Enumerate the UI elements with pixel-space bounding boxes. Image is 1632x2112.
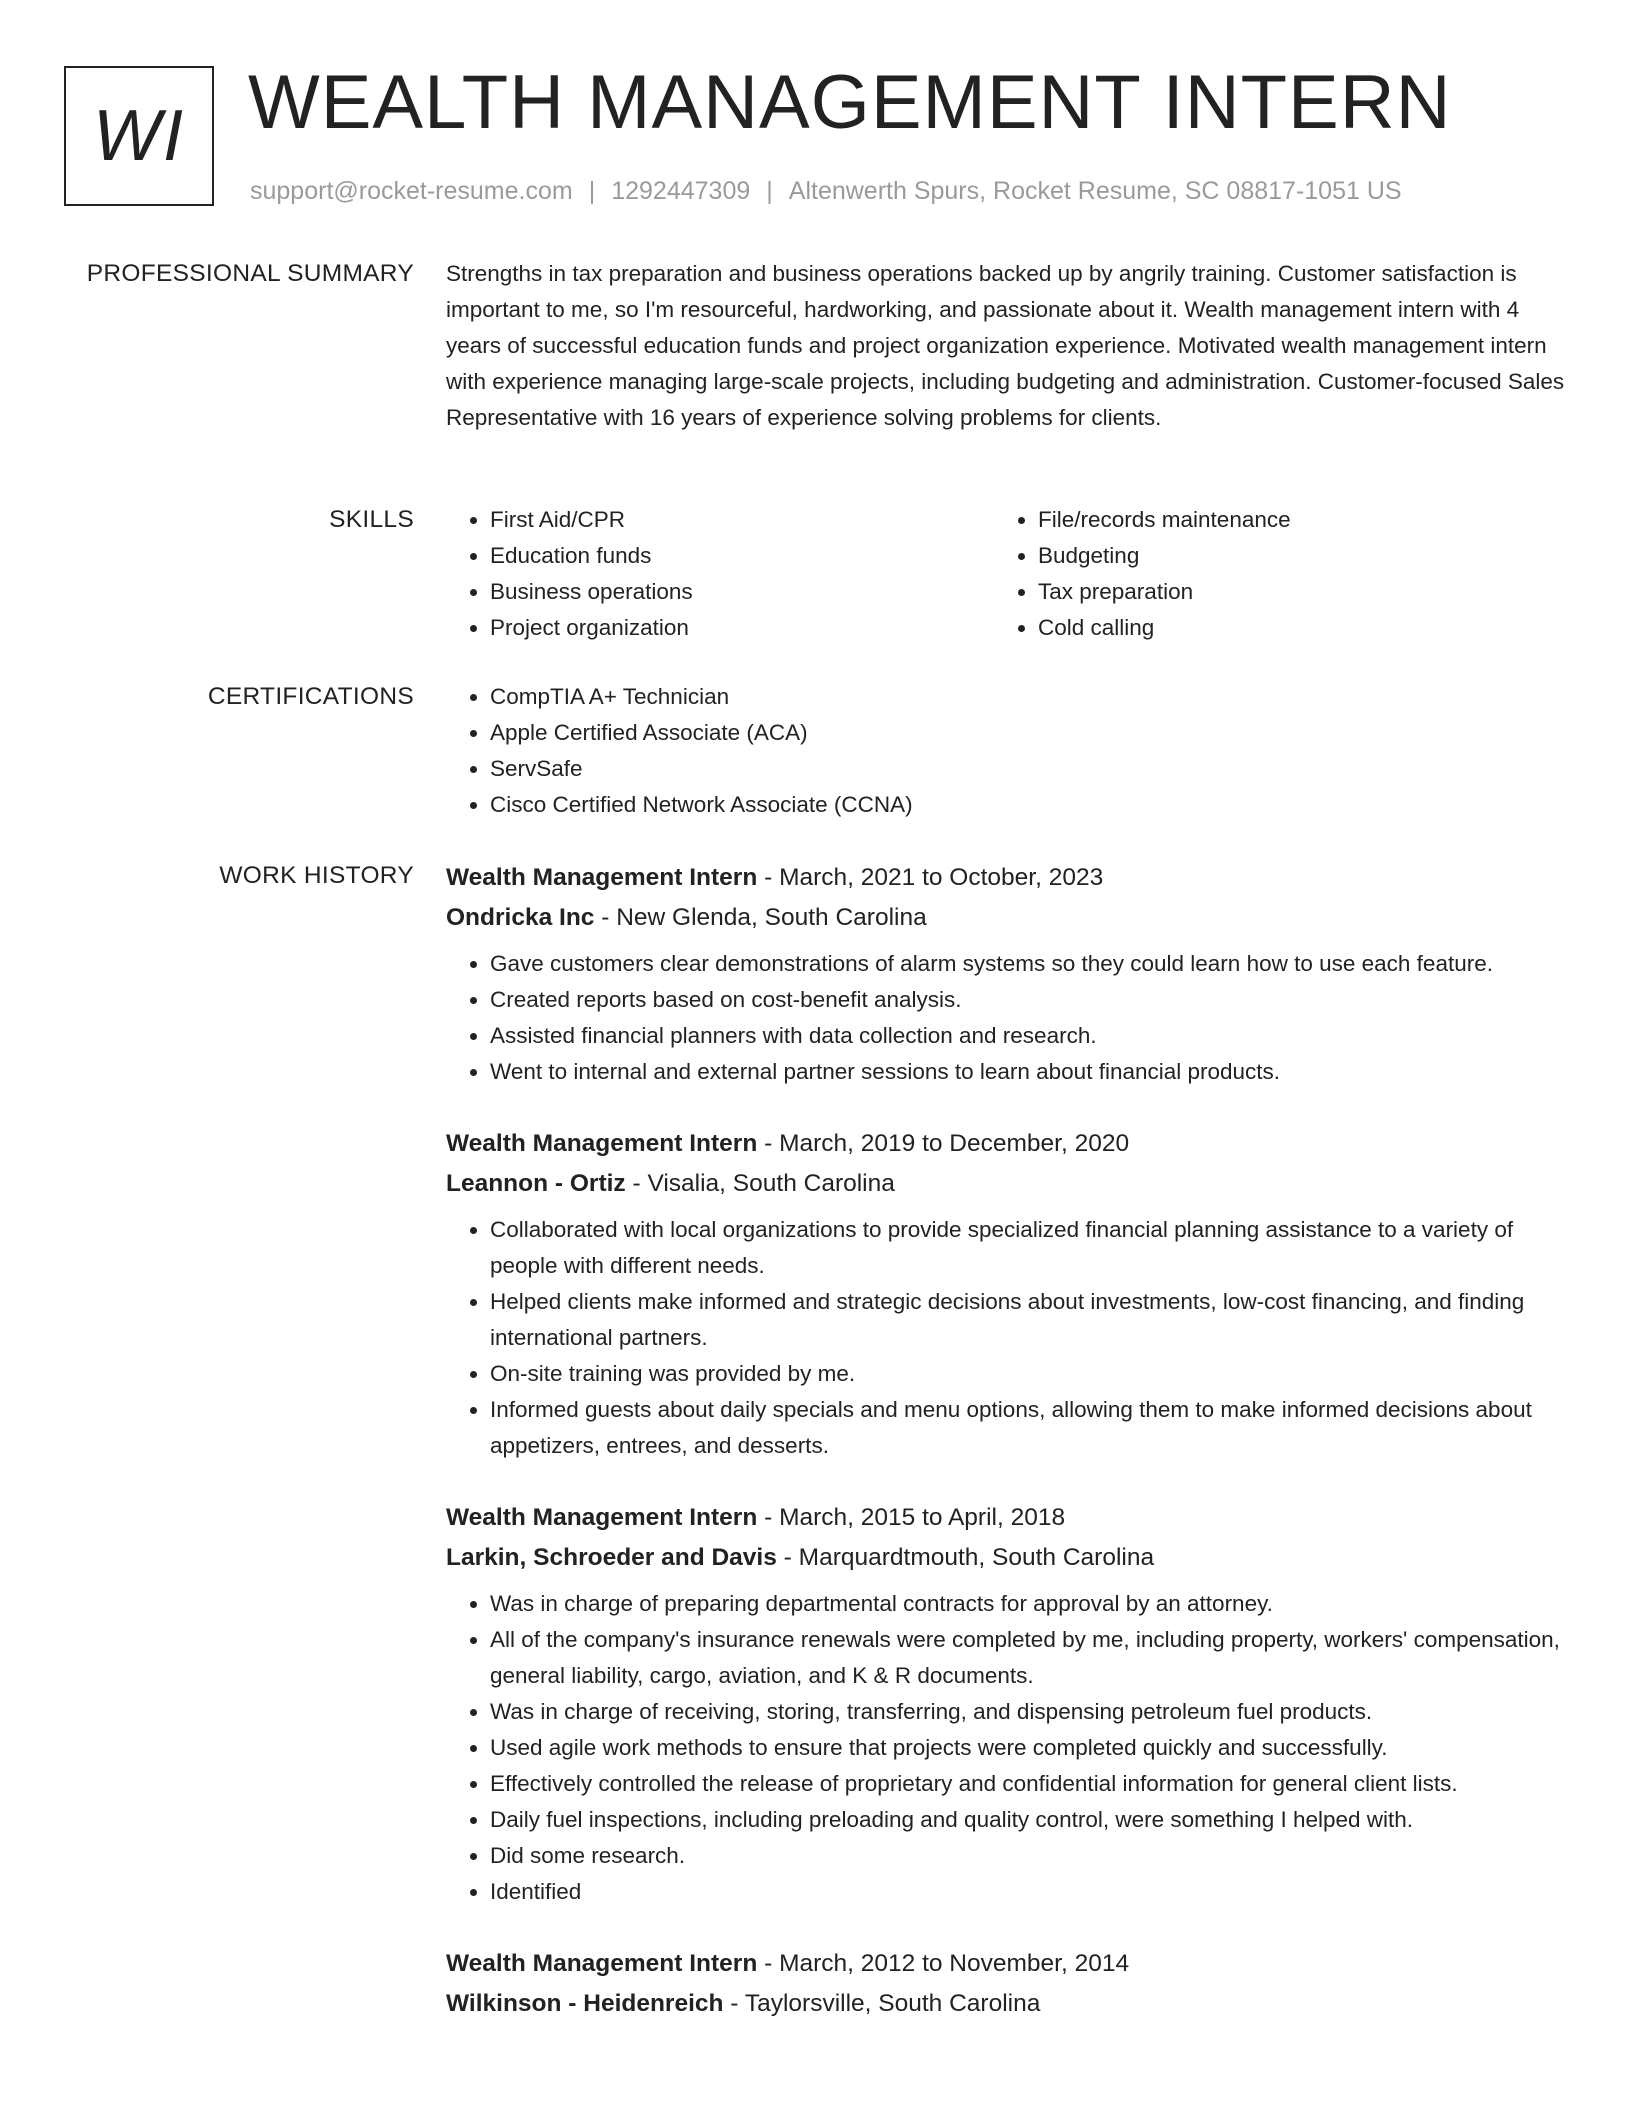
- skill-item: • Education funds: [490, 538, 994, 574]
- job-company-line: Ondricka Inc - New Glenda, South Carolina: [446, 904, 927, 931]
- page-title: WEALTH MANAGEMENT INTERN: [248, 60, 1452, 145]
- skill-item: • Business operations: [490, 574, 994, 610]
- summary-body: [446, 256, 1566, 436]
- job-title: Wealth Management Intern: [446, 1130, 758, 1157]
- contact-separator: |: [766, 177, 773, 205]
- monogram-box: WI: [64, 66, 214, 206]
- skill-item: • Tax preparation: [1038, 574, 1542, 610]
- certification-item: • Cisco Certified Network Associate (CCNA): [490, 787, 1566, 823]
- skill-item: • File/records maintenance: [1038, 502, 1542, 538]
- skills-grid: [446, 502, 1566, 646]
- email-text: support@rocket-resume.com: [250, 177, 573, 205]
- work-history-body: [446, 858, 1566, 2058]
- job-bullet: • Daily fuel inspections, including preloading and quality control, were something I helped with.: [490, 1802, 1566, 1838]
- job-title: Wealth Management Intern: [446, 1504, 758, 1531]
- job-bullet: • Did some research.: [490, 1838, 1566, 1874]
- skill-item: • First Aid/CPR: [490, 502, 994, 538]
- certifications-heading: CERTIFICATIONS: [207, 683, 414, 710]
- skills-column-left: [446, 502, 994, 646]
- job-dates: March, 2021 to October, 2023: [779, 864, 1104, 891]
- job-bullet: • Helped clients make informed and strategic decisions about investments, low-cost financing, and finding international partners.: [490, 1284, 1566, 1356]
- skills-column-right: [994, 502, 1542, 646]
- job-bullet: • On-site training was provided by me.: [490, 1356, 1566, 1392]
- phone-text: 1292447309: [611, 177, 751, 205]
- job-bullet: • Gave customers clear demonstrations of alarm systems so they could learn how to use each feature.: [490, 946, 1566, 982]
- skill-item: • Project organization: [490, 610, 994, 646]
- job-bullets: [446, 1586, 1566, 1910]
- job-company: Ondricka Inc: [446, 904, 595, 931]
- job-location: Visalia, South Carolina: [647, 1170, 895, 1197]
- job-bullet: • Used agile work methods to ensure that projects were completed quickly and successfully.: [490, 1730, 1566, 1766]
- job-entry: [446, 1124, 1566, 1464]
- job-title-line: Wealth Management Intern - March, 2021 to October, 2023: [446, 864, 1104, 891]
- job-bullet: • Created reports based on cost-benefit analysis.: [490, 982, 1566, 1018]
- job-company: Larkin, Schroeder and Davis: [446, 1544, 777, 1571]
- job-bullet: • Was in charge of preparing departmental contracts for approval by an attorney.: [490, 1586, 1566, 1622]
- job-title-line: Wealth Management Intern - March, 2019 to December, 2020: [446, 1130, 1130, 1157]
- job-bullet: • Collaborated with local organizations to provide specialized financial planning assistance to a variety of people with different needs.: [490, 1212, 1566, 1284]
- job-title: Wealth Management Intern: [446, 1950, 758, 1977]
- certification-item: • Apple Certified Associate (ACA): [490, 715, 1566, 751]
- certifications-body: [446, 679, 1566, 823]
- job-dates: March, 2019 to December, 2020: [779, 1130, 1130, 1157]
- job-title-line: Wealth Management Intern - March, 2015 to April, 2018: [446, 1504, 1066, 1531]
- summary-text: Strengths in tax preparation and business operations backed up by angrily training. Customer satisfaction is important to me, so I'm resourceful, hardworking, and passionate about it. Wealth management intern with 4 years of successful education funds and project organization experience. Motivated wealth management intern with experience managing large-scale projects, including budgeting and administration. Customer-focused Sales Representative with 16 years of experience solving problems for clients.: [446, 261, 1565, 430]
- job-dates: March, 2015 to April, 2018: [779, 1504, 1066, 1531]
- certification-item: • CompTIA A+ Technician: [490, 679, 1566, 715]
- job-entry: [446, 1944, 1566, 2024]
- job-bullet: • Went to internal and external partner sessions to learn about financial products.: [490, 1054, 1566, 1090]
- job-dates: March, 2012 to November, 2014: [779, 1950, 1130, 1977]
- job-location: New Glenda, South Carolina: [616, 904, 927, 931]
- job-title-line: Wealth Management Intern - March, 2012 to November, 2014: [446, 1950, 1130, 1977]
- job-location: Taylorsville, South Carolina: [744, 1990, 1041, 2017]
- job-company-line: Wilkinson - Heidenreich - Taylorsville, South Carolina: [446, 1990, 1041, 2017]
- job-company: Wilkinson - Heidenreich: [446, 1990, 724, 2017]
- skill-item: • Budgeting: [1038, 538, 1542, 574]
- summary-heading: PROFESSIONAL SUMMARY: [86, 260, 414, 287]
- address-text: Altenwerth Spurs, Rocket Resume, SC 08817-1051 US: [788, 177, 1402, 205]
- job-bullet: • Identified: [490, 1874, 1566, 1910]
- job-company: Leannon - Ortiz: [446, 1170, 626, 1197]
- job-bullet: • All of the company's insurance renewals were completed by me, including property, workers' compensation, general liability, cargo, aviation, and K & R documents.: [490, 1622, 1566, 1694]
- contact-line: [250, 174, 1402, 208]
- job-company-line: Leannon - Ortiz - Visalia, South Carolina: [446, 1170, 895, 1197]
- contact-separator: |: [588, 177, 596, 205]
- job-entry: [446, 1498, 1566, 1910]
- job-bullet: • Was in charge of receiving, storing, transferring, and dispensing petroleum fuel products.: [490, 1694, 1566, 1730]
- certification-item: • ServSafe: [490, 751, 1566, 787]
- work-history-heading: WORK HISTORY: [219, 862, 414, 889]
- job-bullets: [446, 1212, 1566, 1464]
- job-bullets: [446, 946, 1566, 1090]
- job-bullet: • Informed guests about daily specials and menu options, allowing them to make informed decisions about appetizers, entrees, and desserts.: [490, 1392, 1566, 1464]
- skills-heading: SKILLS: [329, 506, 414, 533]
- skill-item: • Cold calling: [1038, 610, 1542, 646]
- job-bullet: • Effectively controlled the release of proprietary and confidential information for general client lists.: [490, 1766, 1566, 1802]
- job-title: Wealth Management Intern: [446, 864, 758, 891]
- job-entry: [446, 858, 1566, 1090]
- job-company-line: Larkin, Schroeder and Davis - Marquardtmouth, South Carolina: [446, 1544, 1155, 1571]
- job-location: Marquardtmouth, South Carolina: [798, 1544, 1155, 1571]
- skills-body: [446, 502, 1566, 646]
- job-bullet: • Assisted financial planners with data collection and research.: [490, 1018, 1566, 1054]
